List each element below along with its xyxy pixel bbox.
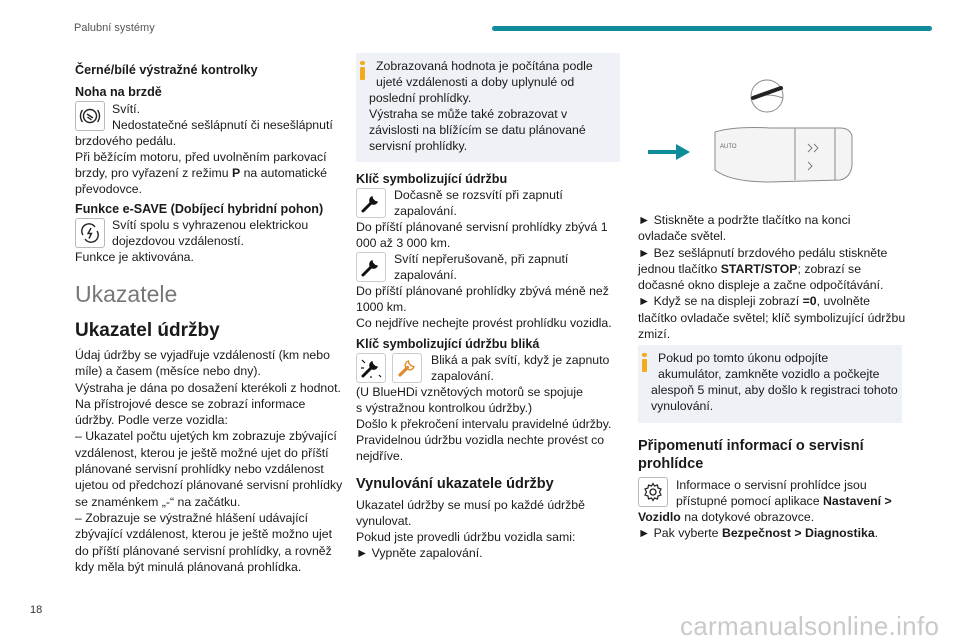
info-icon <box>642 353 647 372</box>
section-title-indicators: Ukazatele <box>75 281 178 307</box>
reminder-text-1: Informace o servisní prohlídce jsou <box>676 478 867 492</box>
wrench-blink-text-7: nejdříve. <box>356 449 404 463</box>
wrench-blinking-icon <box>356 353 386 383</box>
subsection-title-maintenance: Ukazatel údržby <box>75 320 220 341</box>
brake-text-6: převodovce. <box>75 182 142 196</box>
reminder-title-2: prohlídce <box>638 456 704 472</box>
esave-text-1: Svítí spolu s vyhrazenou elektrickou <box>112 218 309 232</box>
brake-text-5: brzdy, pro vyřazení z režimu P na automatické <box>75 166 327 180</box>
reminder-text-4: ► Pak vyberte Bezpečnost > Diagnostika. <box>638 526 879 540</box>
brake-text-2: Nedostatečné sešlápnutí či nesešlápnutí <box>112 118 333 132</box>
wrench-icon <box>356 188 386 218</box>
wrench-text-8: 1000 km. <box>356 300 407 314</box>
figure-auto-label: AUTO <box>720 144 737 150</box>
brake-title: Noha na brzdě <box>75 85 162 99</box>
light-stalk-illustration <box>640 70 910 200</box>
wrench-blink-text-5: Došlo k překročení intervalu pravidelné údržby. <box>356 417 612 431</box>
reminder-text-3: Vozidlo na dotykové obrazovce. <box>638 510 815 524</box>
settings-gear-icon <box>638 477 668 507</box>
wrench-text-2: zapalování. <box>394 204 457 218</box>
reset-text-2: vynulovat. <box>356 514 412 528</box>
info-box-computed-value: Zobrazovaná hodnota je počítána podle ujeté vzdálenosti a doby uplynulé od poslední prohlídky. Výstraha se může také zobrazovat v závislosti na blížícím se datu plánované servisní prohlídky. <box>356 53 620 162</box>
wrench-text-7: Do příští plánované prohlídky zbývá méně než <box>356 284 609 298</box>
brake-text-4: Při běžícím motoru, před uvolněním parkovací <box>75 150 327 164</box>
reminder-text-2: přístupné pomocí aplikace Nastavení > <box>676 494 892 508</box>
info-box-battery: Pokud po tomto úkonu odpojíte akumulátor, zamkněte vozidlo a počkejte alespoň 5 minut, aby došlo k registraci tohoto vynulování. <box>638 345 902 423</box>
wrench-text-6: zapalování. <box>394 268 457 282</box>
reminder-title-1: Připomenutí informací o servisní <box>638 438 864 454</box>
steps-list: ► Stiskněte a podržte tlačítko na konci ovladače světel. ► Bez sešlápnutí brzdového pedálu stiskněte jednou tlačítko START/STOP; zobrazí se dočasné okno displeje a začne odpočítávání. ► Když se na displeji zobrazí =0, uvolněte tlačítko ovladače světel; klíč symbolizující údržbu zmizí. <box>638 213 906 342</box>
esave-text-2: dojezdovou vzdáleností. <box>112 234 244 248</box>
wrench-text-9: Co nejdříve nechejte provést prohlídku vozidla. <box>356 316 612 330</box>
page-number: 18 <box>30 604 43 616</box>
wrench-blink-text-2: zapalování. <box>431 369 494 383</box>
wrench-text-3: Do příští plánované servisní prohlídky zbývá 1 <box>356 220 608 234</box>
wrench-blink-text-4: s výstražnou kontrolkou údržby.) <box>356 401 533 415</box>
header-accent-bar <box>492 26 932 31</box>
brake-text-1: Svítí. <box>112 102 141 116</box>
brake-foot-icon <box>75 101 105 131</box>
wrench-icon-steady <box>356 252 386 282</box>
esave-text-3: Funkce je aktivována. <box>75 250 194 264</box>
reset-title: Vynulování ukazatele údržby <box>356 476 554 492</box>
wrench-title: Klíč symbolizující údržbu <box>356 172 508 186</box>
wrench-blink-text-1: Bliká a pak svítí, když je zapnuto <box>431 353 610 367</box>
reset-text-3: Pokud jste provedli údržbu vozidla sami: <box>356 530 576 544</box>
wrench-outline-icon <box>392 353 422 383</box>
reset-text-4: ► Vypněte zapalování. <box>356 546 483 560</box>
reset-text-1: Ukazatel údržby se musí po každé údržbě <box>356 498 585 512</box>
esave-title: Funkce e-SAVE (Dobíjecí hybridní pohon) <box>75 202 324 216</box>
wrench-text-1: Dočasně se rozsvítí při zapnutí <box>394 188 563 202</box>
e-save-icon <box>75 218 105 248</box>
heading-bw-warnings: Černé/bílé výstražné kontrolky <box>75 63 258 77</box>
maintenance-body: Údaj údržby se vyjadřuje vzdáleností (km nebo míle) a časem (měsíce nebo dny). Výstraha je dána po dosažení kterékoli z hodnot. Na přístrojové desce se zobrazí informace údržby. Podle verze vozidla: – Ukazatel počtu ujetých km zobrazuje zbývající vzdálenost, kterou je ještě možné ujet do příští plánované servisní prohlídky nebo vzdálenost ujetou od předchozí plánované servisní prohlídky se znaménkem „-“ na začátku. – Zobrazuje se výstražné hlášení udávající zbývající vzdálenost, kterou je ještě možno ujet do příští plánované servisní prohlídky, a rovněž kdy měla být minulá plánovaná prohlídka. <box>75 348 343 574</box>
wrench-text-4: 000 až 3 000 km. <box>356 236 451 250</box>
watermark: carmanualsonline.info <box>680 611 940 641</box>
info-icon <box>360 61 365 80</box>
wrench-blink-text-3: (U BlueHDi vznětových motorů se spojuje <box>356 385 583 399</box>
wrench-text-5: Svítí nepřerušovaně, při zapnutí <box>394 252 569 266</box>
running-header: Palubní systémy <box>74 22 155 34</box>
brake-text-3: brzdového pedálu. <box>75 134 177 148</box>
wrench-blink-title: Klíč symbolizující údržbu bliká <box>356 337 540 351</box>
wrench-blink-text-6: Pravidelnou údržbu vozidla nechte provést co <box>356 433 605 447</box>
